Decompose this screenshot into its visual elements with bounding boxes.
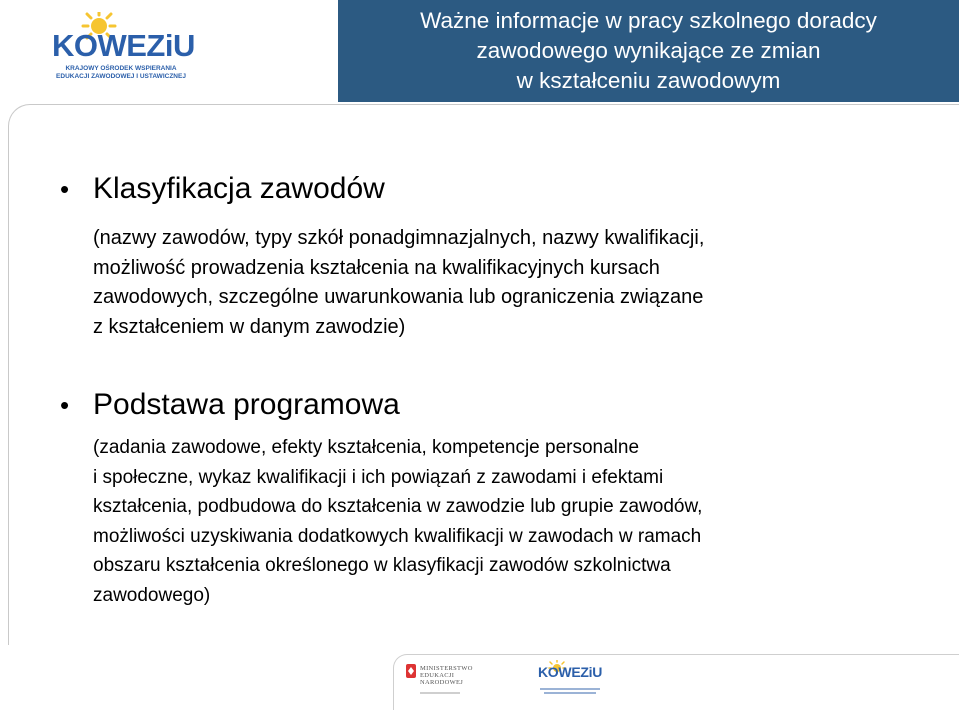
- desc-line: (zadania zawodowe, efekty kształcenia, kompetencje personalne: [93, 437, 640, 458]
- desc-line: możliwość prowadzenia kształcenia na kwalifikacyjnych kursach: [93, 256, 660, 279]
- header: [0, 0, 959, 102]
- ministry-logo: [404, 658, 474, 702]
- ministry-name: [420, 665, 473, 686]
- title-line: w kształceniu zawodowym: [516, 68, 781, 93]
- ministry-line: NARODOWEJ: [420, 679, 464, 686]
- footer-koweziu-logo: [534, 660, 614, 704]
- desc-line: i społeczne, wykaz kwalifikacji i ich powiązań z zawodami i efektami: [93, 466, 664, 488]
- logo-subtitle: [56, 65, 186, 80]
- desc-line: możliwości uzyskiwania dodatkowych kwalifikacji w zawodach w ramach: [93, 525, 702, 547]
- footer-logo-wordmark: KOWEZiU: [538, 664, 603, 680]
- desc-line: zawodowego): [93, 584, 211, 606]
- slide-title: [338, 6, 959, 96]
- footer-frame: [393, 654, 959, 710]
- desc-line: obszaru kształcenia określonego w klasyfikacji zawodów szkolnictwa: [93, 555, 671, 576]
- logo-subtitle-line: KRAJOWY OŚRODEK WSPIERANIA: [65, 65, 177, 72]
- logo-wordmark: KOWEZiU: [52, 28, 195, 63]
- desc-line: zawodowych, szczególne uwarunkowania lub ograniczenia związane: [93, 286, 704, 308]
- ministry-line: MINISTERSTWO: [420, 665, 473, 672]
- bullet-icon: •: [60, 174, 70, 204]
- title-line: zawodowego wynikające ze zmian: [476, 38, 821, 63]
- item-description: [93, 433, 702, 610]
- item-title: Podstawa programowa: [93, 388, 400, 421]
- desc-line: (nazwy zawodów, typy szkół ponadgimnazjalnych, nazwy kwalifikacji,: [93, 227, 705, 249]
- desc-line: z kształceniem w danym zawodzie): [93, 315, 406, 338]
- logo-subtitle-line: EDUKACJI ZAWODOWEJ I USTAWICZNEJ: [56, 72, 186, 80]
- bullet-icon: •: [60, 390, 70, 420]
- desc-line: kształcenia, podbudowa do kształcenia w zawodzie lub grupie zawodów,: [93, 496, 703, 517]
- title-line: Ważne informacje w pracy szkolnego doradcy: [420, 8, 877, 33]
- ministry-line: EDUKACJI: [420, 672, 455, 679]
- item-title: Klasyfikacja zawodów: [93, 172, 385, 205]
- item-description: [93, 224, 704, 342]
- koweziu-logo: [52, 12, 202, 82]
